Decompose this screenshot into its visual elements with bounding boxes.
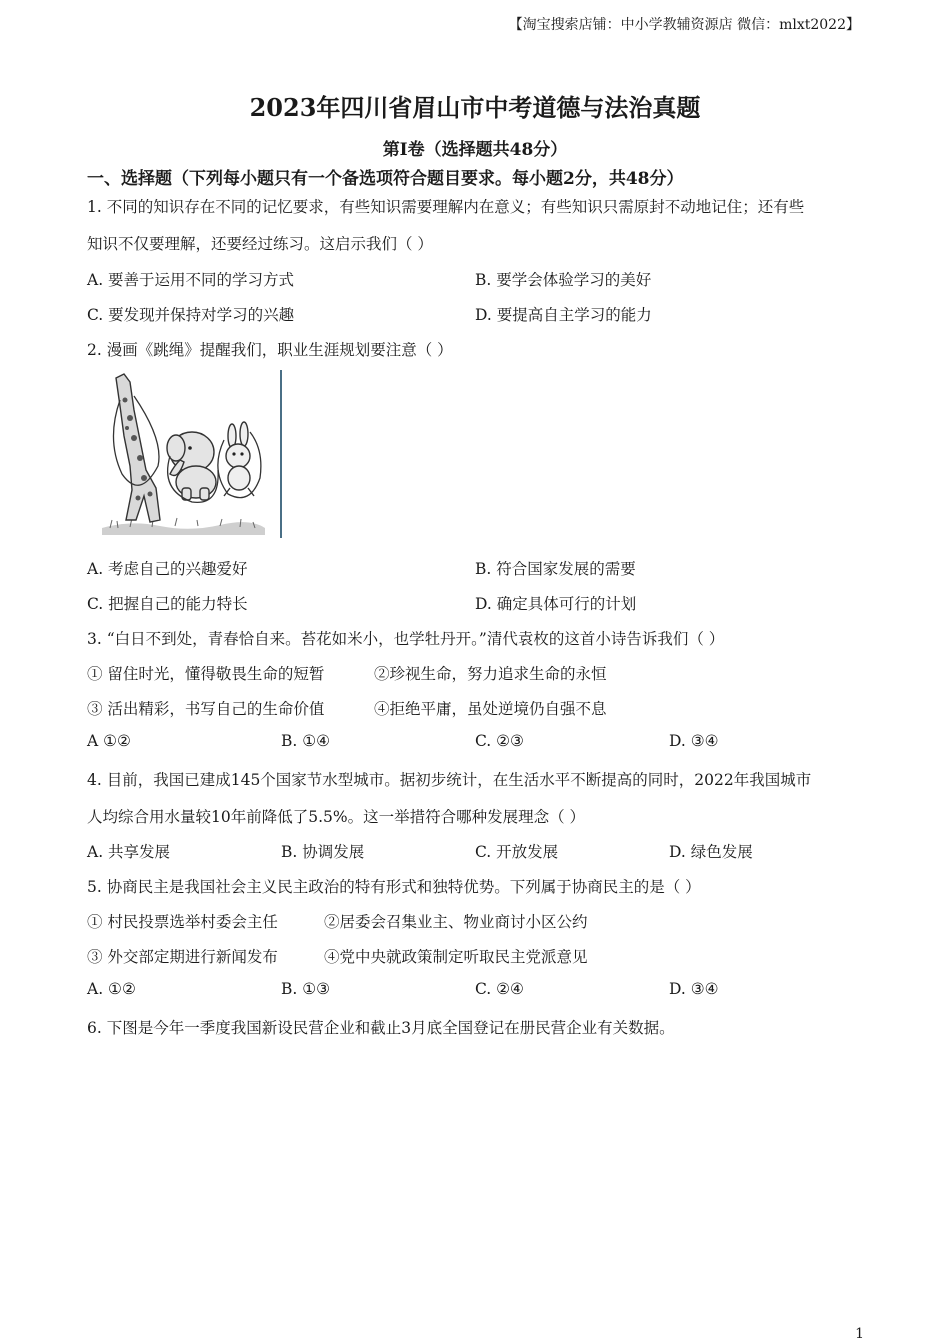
q3-option-d: D. ③④ (669, 732, 719, 750)
q1-stem-line1: 1. 不同的知识存在不同的记忆要求，有些知识需要理解内在意义；有些知识只需原封不动地记住；还有些 (87, 198, 805, 216)
jump-rope-cartoon (100, 370, 285, 540)
q6-stem: 6. 下图是今年一季度我国新设民营企业和截止3月底全国登记在册民营企业有关数据。 (87, 1019, 675, 1037)
q5-option-c: C. ②④ (475, 980, 524, 998)
q4-option-a: A. 共享发展 (87, 843, 171, 861)
q2-stem: 2. 漫画《跳绳》提醒我们，职业生涯规划要注意（ ） (87, 341, 453, 359)
q1-option-a: A. 要善于运用不同的学习方式 (87, 271, 295, 289)
header-note: 【淘宝搜索店铺：中小学教辅资源店 微信：mlxt2022】 (508, 17, 860, 33)
q4-stem-line1: 4. 目前，我国已建成145个国家节水型城市。据初步统计，在生活水平不断提高的同时，2022年我国城市 (87, 771, 812, 789)
q1-stem-line2: 知识不仅要理解，还要经过练习。这启示我们（ ） (87, 235, 433, 253)
page-title: 2023年四川省眉山市中考道德与法治真题 (249, 93, 701, 122)
q2-option-b: B. 符合国家发展的需要 (475, 560, 636, 578)
q4-option-c: C. 开放发展 (475, 843, 559, 861)
q3-item-2: ②珍视生命，努力追求生命的永恒 (374, 665, 607, 683)
q3-option-a: A ①② (87, 732, 131, 750)
q5-item-3: ③ 外交部定期进行新闻发布 (87, 948, 278, 966)
q1-option-b: B. 要学会体验学习的美好 (475, 271, 652, 289)
q3-item-3: ③ 活出精彩，书写自己的生命价值 (87, 700, 325, 718)
q5-item-2: ②居委会召集业主、物业商讨小区公约 (324, 913, 588, 931)
q5-item-4: ④党中央就政策制定听取民主党派意见 (324, 948, 588, 966)
q5-option-b: B. ①③ (281, 980, 331, 998)
q3-item-4: ④拒绝平庸，虽处逆境仍自强不息 (374, 700, 607, 718)
q3-item-1: ① 留住时光，懂得敬畏生命的短暂 (87, 665, 325, 683)
section-heading: 一、选择题（下列每小题只有一个备选项符合题目要求。每小题2分，共48分） (87, 169, 684, 189)
q3-stem: 3. “白日不到处，青春恰自来。苔花如米小，也学牡丹开。”清代袁枚的这首小诗告诉我们（ ） (87, 630, 725, 648)
q2-option-d: D. 确定具体可行的计划 (475, 595, 637, 613)
page-number: 1 (855, 1326, 864, 1342)
q5-option-d: D. ③④ (669, 980, 719, 998)
q5-item-1: ① 村民投票选举村委会主任 (87, 913, 278, 931)
q4-option-b: B. 协调发展 (281, 843, 365, 861)
q4-stem-line2: 人均综合用水量较10年前降低了5.5%。这一举措符合哪种发展理念（ ） (87, 808, 586, 826)
q1-option-d: D. 要提高自主学习的能力 (475, 306, 652, 324)
part-subtitle: 第I卷（选择题共48分） (382, 140, 568, 160)
q3-option-c: C. ②③ (475, 732, 524, 750)
q2-option-a: A. 考虑自己的兴趣爱好 (87, 560, 248, 578)
q5-stem: 5. 协商民主是我国社会主义民主政治的特有形式和独特优势。下列属于协商民主的是（ ） (87, 878, 701, 896)
q5-option-a: A. ①② (87, 980, 136, 998)
q1-option-c: C. 要发现并保持对学习的兴趣 (87, 306, 295, 324)
q2-option-c: C. 把握自己的能力特长 (87, 595, 248, 613)
q3-option-b: B. ①④ (281, 732, 331, 750)
q4-option-d: D. 绿色发展 (669, 843, 753, 861)
